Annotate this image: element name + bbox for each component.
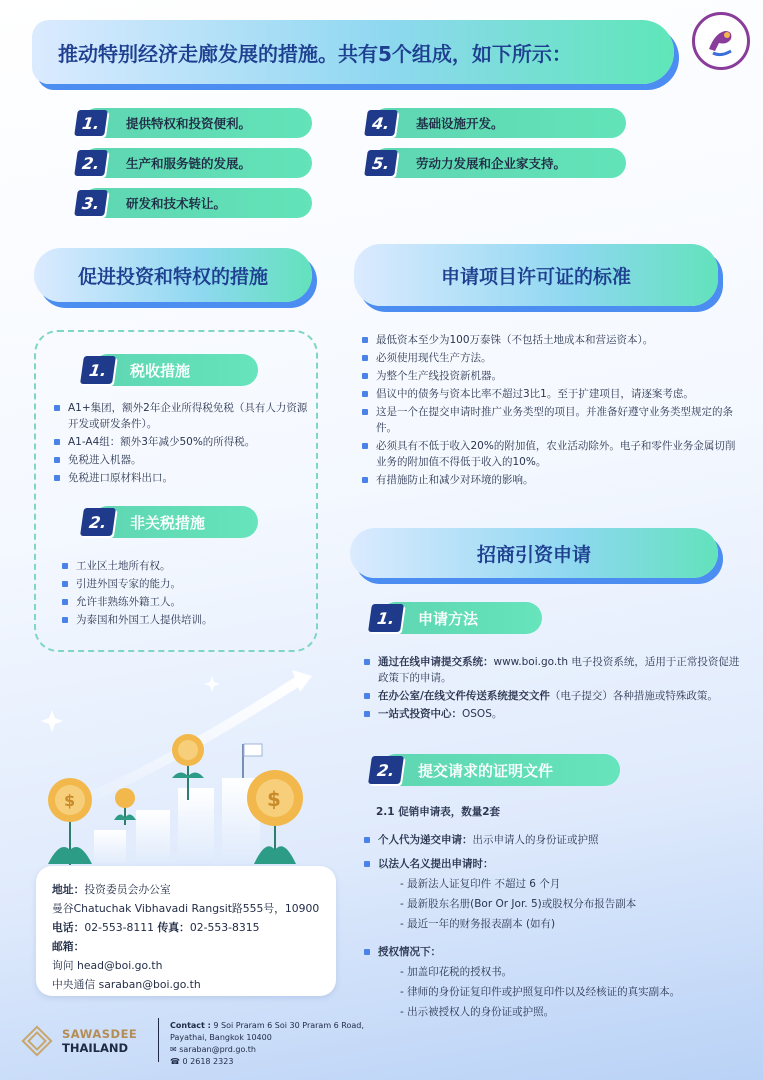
- address-line: 曼谷Chatuchak Vibhavadi Rangsit路555号，10900: [52, 902, 320, 915]
- list-item: 必须具有不低于收入20%的附加值，农业活动除外。电子和零件业务金属切削业务的附加值不得低于收入的10%。: [360, 438, 740, 470]
- list-item: 通过在线申请提交系统：www.boi.go.th 电子投资系统，适用于正常投资促进政策下的申请。: [362, 654, 744, 686]
- component-item-3: 3. 研发和技术转让。: [82, 188, 312, 218]
- phone-row: 电话：02-553-8111 传真：02-553-8315: [52, 921, 260, 934]
- list-item: 为泰国和外国工人提供培训。: [60, 612, 310, 628]
- logo-emblem-icon: [699, 19, 743, 63]
- authorization-docs: - 加盖印花税的授权书。 - 律师的身份证复印件或护照复印件以及经核证的真实副本。 - 出示被授权人的身份证或护照。: [400, 966, 681, 1018]
- tax-measures-heading: 1. 税收措施: [92, 354, 258, 386]
- brand-line-2: THAILAND: [62, 1041, 129, 1055]
- list-item: 个人代为递交申请：出示申请人的身份证或护照: [362, 832, 750, 848]
- email-central: 中央通信 saraban@boi.go.th: [52, 978, 201, 991]
- application-method-list: [362, 654, 744, 724]
- section-title-license-criteria: 申请项目许可证的标准: [354, 244, 718, 306]
- footer-email-row: ✉ saraban@prd.go.th: [170, 1045, 256, 1054]
- list-item: 在办公室/在线文件传送系统提交文件（电子提交）各种措施或特殊政策。: [362, 688, 744, 704]
- list-item: 免税进入机器。: [52, 452, 310, 468]
- section-title-investment-application: 招商引资申请: [350, 528, 718, 578]
- agency-logo: [692, 12, 750, 70]
- list-item: A1+集团，额外2年企业所得税免税（具有人力资源开发或研发条件）。: [52, 400, 310, 432]
- svg-text:$: $: [267, 787, 281, 811]
- list-item: 倡议中的债务与资本比率不超过3比1。至于扩建项目，请逐案考虑。: [360, 386, 740, 402]
- sparkle-icon: [41, 676, 220, 732]
- phone-icon: ☎: [170, 1057, 180, 1066]
- svg-text:$: $: [64, 791, 76, 810]
- list-item: 以法人名义提出申请时：: [362, 856, 750, 872]
- footer-brand-logo: [18, 1018, 148, 1064]
- email-label: 邮箱：: [52, 940, 85, 953]
- docs-subtitle: 2.1 促销申请表，数量2套: [376, 806, 501, 818]
- list-item: 引进外国专家的能力。: [60, 576, 310, 592]
- brand-line-1: SAWASDEE: [62, 1027, 138, 1041]
- tax-measures-list: [52, 400, 310, 488]
- license-criteria-list: [360, 332, 740, 490]
- footer-phone-row: ☎ 0 2618 2323: [170, 1057, 234, 1066]
- sawasdee-logo-icon: [18, 1022, 56, 1060]
- component-item-4: 4. 基础设施开发。: [372, 108, 626, 138]
- list-item: 一站式投资中心：OSOS。: [362, 706, 744, 722]
- legal-entity-docs: - 最新法人证复印件 不超过 6 个月 - 最新股东名册(Bor Or Jor. 5)或股权分布报告副本 - 最近一年的财务报表副本 (如有): [400, 878, 637, 930]
- coin-plant-1: [48, 778, 92, 865]
- list-item: 为整个生产线投资新机器。: [360, 368, 740, 384]
- nontax-measures-list: [60, 558, 310, 630]
- contact-card: [36, 866, 336, 996]
- component-item-5: 5. 劳动力发展和企业家支持。: [372, 148, 626, 178]
- email-inquiry: 询问 head@boi.go.th: [52, 959, 163, 972]
- list-item: 这是一个在提交申请时推广业务类型的项目。并准备好遵守业务类型规定的条件。: [360, 404, 740, 436]
- section-title-investment-measures: 促进投资和特权的措施: [34, 248, 312, 302]
- list-item: 允许非熟练外籍工人。: [60, 594, 310, 610]
- header-banner: [32, 20, 674, 84]
- mail-icon: ✉: [170, 1045, 177, 1054]
- footer-divider: [158, 1018, 159, 1062]
- growth-illustration: [30, 660, 350, 870]
- nontax-measures-heading: 2. 非关税措施: [92, 506, 258, 538]
- list-item: 最低资本至少为100万泰铢（不包括土地成本和营运资本）。: [360, 332, 740, 348]
- list-item: 免税进口原材料出口。: [52, 470, 310, 486]
- list-item: 有措施防止和减少对环境的影响。: [360, 472, 740, 488]
- footer-contact: Contact : 9 Soi Praram 6 Soi 30 Praram 6 Road, Payathai, Bangkok 10400 ✉ saraban@prd.go.th ☎ 0 2618 2323: [170, 1020, 370, 1068]
- application-method-heading: 1. 申请方法: [380, 602, 542, 634]
- supporting-docs-details: [362, 802, 750, 1022]
- address-row: 地址：投资委员会办公室: [52, 883, 171, 896]
- list-item: A1-A4组：额外3年减少50%的所得税。: [52, 434, 310, 450]
- list-item: 工业区土地所有权。: [60, 558, 310, 574]
- header-title: 推动特别经济走廊发展的措施。共有5个组成，如下所示：: [58, 41, 572, 66]
- component-item-1: 1. 提供特权和投资便利。: [82, 108, 312, 138]
- component-item-2: 2. 生产和服务链的发展。: [82, 148, 312, 178]
- supporting-docs-heading: 2. 提交请求的证明文件: [380, 754, 620, 786]
- list-item: 授权情况下：: [362, 944, 750, 960]
- coin-plant-2: [114, 788, 136, 825]
- list-item: 必须使用现代生产方法。: [360, 350, 740, 366]
